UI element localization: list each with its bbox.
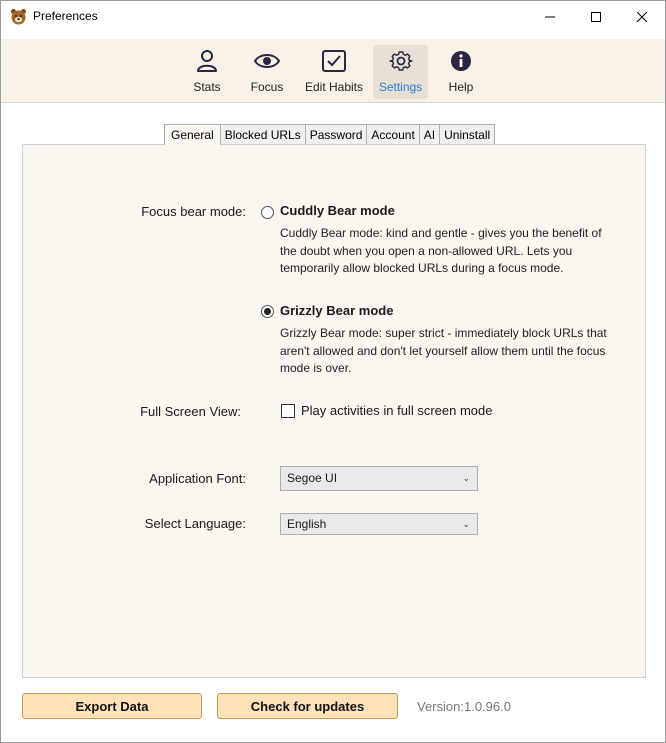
tab-account[interactable]: Account — [366, 124, 419, 145]
tab-password[interactable]: Password — [305, 124, 368, 145]
tab-uninstall[interactable]: Uninstall — [439, 124, 495, 145]
person-icon — [196, 49, 218, 73]
language-select[interactable] — [280, 513, 478, 535]
bear-app-icon — [10, 8, 27, 25]
settings-tabs — [164, 125, 494, 145]
chevron-down-icon: ⌄ — [462, 519, 470, 529]
window-title: Preferences — [33, 9, 98, 23]
toolbar-divider — [1, 102, 665, 103]
language-label: Select Language: — [144, 516, 246, 531]
focus-mode-label: Focus bear mode: — [141, 204, 246, 219]
minimize-icon — [545, 12, 555, 22]
toolbar-settings[interactable] — [373, 45, 428, 99]
toolbar-stats[interactable] — [181, 45, 233, 99]
eye-icon — [254, 52, 280, 70]
radio-selected-dot — [264, 308, 271, 315]
checkbox-icon — [322, 50, 346, 72]
toolbar-edit-habits-label: Edit Habits — [304, 80, 364, 94]
close-button[interactable] — [619, 1, 665, 33]
language-select-value: English — [287, 517, 327, 531]
chevron-down-icon: ⌄ — [462, 473, 470, 483]
toolbar-stats-label: Stats — [193, 80, 221, 94]
font-label: Application Font: — [149, 471, 246, 486]
title-bar — [1, 1, 665, 33]
grizzly-mode-description: Grizzly Bear mode: super strict - immediately block URLs that aren't allowed and don't let yourself allow them until the focus mode is over. — [280, 326, 607, 375]
info-icon — [450, 50, 472, 72]
toolbar-focus-label: Focus — [250, 80, 284, 94]
grizzly-mode-radio[interactable] — [261, 305, 274, 318]
check-updates-button[interactable]: Check for updates — [217, 693, 398, 719]
fullscreen-checkbox[interactable] — [281, 404, 295, 418]
toolbar — [1, 39, 665, 102]
minimize-button[interactable] — [527, 1, 573, 33]
toolbar-settings-label: Settings — [378, 80, 423, 94]
version-text: Version:1.0.96.0 — [417, 699, 511, 714]
export-data-button[interactable]: Export Data — [22, 693, 202, 719]
close-icon — [637, 12, 647, 22]
font-select-value: Segoe UI — [287, 471, 338, 485]
toolbar-edit-habits[interactable] — [301, 45, 367, 99]
tab-general[interactable]: General — [164, 124, 221, 145]
tab-blocked-urls[interactable]: Blocked URLs — [220, 124, 306, 145]
fullscreen-label: Full Screen View: — [140, 404, 241, 419]
general-panel — [22, 144, 646, 678]
font-select[interactable] — [280, 466, 478, 491]
toolbar-help[interactable] — [435, 45, 487, 99]
cuddly-mode-radio[interactable] — [261, 206, 274, 219]
gear-icon — [389, 49, 413, 73]
grizzly-mode-title[interactable]: Grizzly Bear mode — [280, 303, 394, 318]
cuddly-mode-description: Cuddly Bear mode: kind and gentle - gives you the benefit of the doubt when you open a non-allowed URL. Lets you temporarily allow blocked URLs during a focus mode. — [280, 226, 602, 275]
toolbar-help-label: Help — [448, 80, 474, 94]
maximize-button[interactable] — [573, 1, 619, 33]
fullscreen-checkbox-label[interactable]: Play activities in full screen mode — [301, 403, 493, 418]
tab-ai[interactable]: AI — [419, 124, 440, 145]
toolbar-focus[interactable] — [241, 45, 293, 99]
cuddly-mode-title[interactable]: Cuddly Bear mode — [280, 203, 395, 218]
maximize-icon — [591, 12, 601, 22]
